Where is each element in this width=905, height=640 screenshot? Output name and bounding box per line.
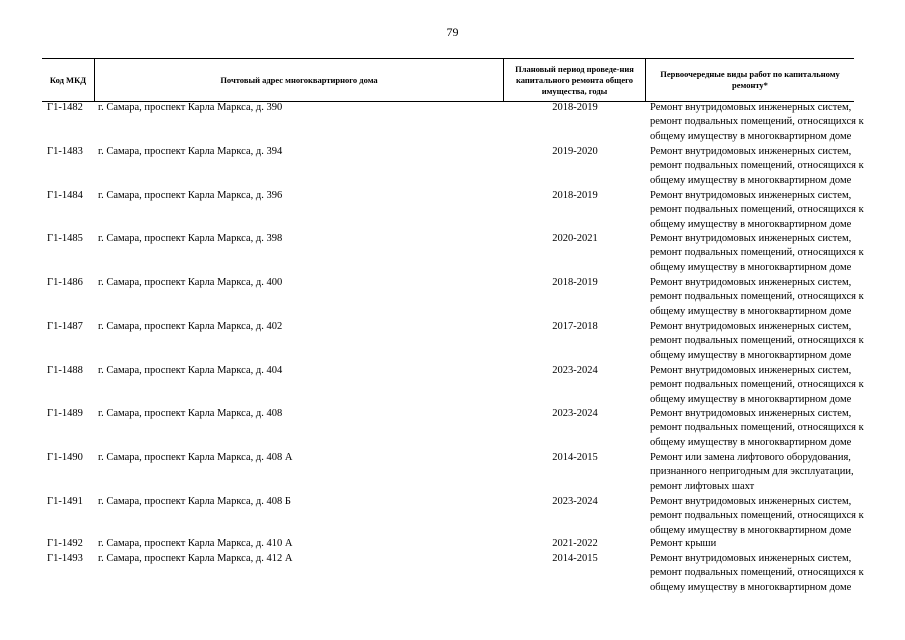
cell-address: г. Самара, проспект Карла Маркса, д. 410 А xyxy=(98,538,293,549)
works-line: общему имуществу в многоквартирном доме xyxy=(650,174,852,186)
table-row xyxy=(42,537,854,551)
works-line: общему имуществу в многоквартирном доме xyxy=(650,393,852,405)
works-line: общему имуществу в многоквартирном доме xyxy=(650,261,852,273)
table-row xyxy=(42,495,864,538)
works-line: общему имуществу в многоквартирном доме xyxy=(650,218,852,230)
cell-address: г. Самара, проспект Карла Маркса, д. 404 xyxy=(98,365,283,376)
works-line: ремонт подвальных помещений, относящихся к xyxy=(650,291,864,303)
cell-address: г. Самара, проспект Карла Маркса, д. 402 xyxy=(98,321,283,332)
cell-period: 2019-2020 xyxy=(552,146,598,157)
works-line: признанного непригодным для эксплуатации, xyxy=(650,466,854,478)
works-line: ремонт подвальных помещений, относящихся к xyxy=(650,160,864,172)
cell-code: Г1-1485 xyxy=(47,233,83,244)
cell-code: Г1-1492 xyxy=(47,538,83,549)
cell-period: 2018-2019 xyxy=(552,277,598,288)
table-row xyxy=(42,407,864,450)
cell-works xyxy=(646,189,864,232)
cell-address: г. Самара, проспект Карла Маркса, д. 400 xyxy=(98,277,283,288)
cell-works xyxy=(646,101,864,144)
works-line: Ремонт внутридомовых инженерных систем, xyxy=(650,233,852,244)
cell-period: 2018-2019 xyxy=(552,190,598,201)
works-line: ремонт подвальных помещений, относящихся к xyxy=(650,422,864,434)
table-row xyxy=(42,276,864,319)
works-line: общему имуществу в многоквартирном доме xyxy=(650,305,852,317)
table-row xyxy=(42,145,864,188)
cell-works xyxy=(646,407,864,450)
header-code: Код МКД xyxy=(42,59,95,101)
works-line: ремонт подвальных помещений, относящихся к xyxy=(650,379,864,391)
works-line: Ремонт внутридомовых инженерных систем, xyxy=(650,408,852,419)
works-line: общему имуществу в многоквартирном доме xyxy=(650,436,852,448)
works-line: Ремонт внутридомовых инженерных систем, xyxy=(650,190,852,201)
cell-address: г. Самара, проспект Карла Маркса, д. 408 xyxy=(98,408,283,419)
header-address: Почтовый адрес многоквартирного дома xyxy=(95,59,504,101)
works-line: ремонт подвальных помещений, относящихся к xyxy=(650,204,864,216)
cell-period: 2023-2024 xyxy=(552,365,598,376)
works-line: Ремонт внутридомовых инженерных систем, xyxy=(650,496,852,507)
works-line: Ремонт или замена лифтового оборудования, xyxy=(650,452,851,463)
cell-period: 2018-2019 xyxy=(552,102,598,113)
cell-works xyxy=(646,145,864,188)
cell-works xyxy=(646,552,864,595)
cell-period: 2014-2015 xyxy=(552,452,598,463)
table-row xyxy=(42,552,864,595)
works-line: общему имуществу в многоквартирном доме xyxy=(650,349,852,361)
cell-code: Г1-1487 xyxy=(47,321,83,332)
works-line: Ремонт внутридомовых инженерных систем, xyxy=(650,102,852,113)
cell-code: Г1-1493 xyxy=(47,553,83,564)
cell-address: г. Самара, проспект Карла Маркса, д. 398 xyxy=(98,233,283,244)
works-line: Ремонт крыши xyxy=(650,538,717,549)
table-row xyxy=(42,364,864,407)
table-row xyxy=(42,451,854,494)
works-line: Ремонт внутридомовых инженерных систем, xyxy=(650,146,852,157)
works-line: общему имуществу в многоквартирном доме xyxy=(650,130,852,142)
cell-address: г. Самара, проспект Карла Маркса, д. 396 xyxy=(98,190,283,201)
works-line: ремонт лифтовых шахт xyxy=(650,480,755,492)
cell-works xyxy=(646,451,854,494)
works-line: ремонт подвальных помещений, относящихся к xyxy=(650,247,864,259)
table-row xyxy=(42,320,864,363)
cell-works xyxy=(646,537,854,551)
cell-period: 2014-2015 xyxy=(552,553,598,564)
cell-period: 2021-2022 xyxy=(552,538,598,549)
cell-address: г. Самара, проспект Карла Маркса, д. 390 xyxy=(98,102,283,113)
cell-code: Г1-1488 xyxy=(47,365,83,376)
works-line: Ремонт внутридомовых инженерных систем, xyxy=(650,553,852,564)
table-header xyxy=(42,58,854,102)
cell-code: Г1-1491 xyxy=(47,496,83,507)
cell-works xyxy=(646,276,864,319)
table-row xyxy=(42,189,864,232)
cell-works xyxy=(646,495,864,538)
cell-period: 2020-2021 xyxy=(552,233,598,244)
works-line: ремонт подвальных помещений, относящихся к xyxy=(650,567,864,579)
works-line: общему имуществу в многоквартирном доме xyxy=(650,524,852,536)
cell-code: Г1-1490 xyxy=(47,452,83,463)
cell-code: Г1-1486 xyxy=(47,277,83,288)
table-row xyxy=(42,232,864,275)
header-period: Плановый период проведе-ния капитального ремонта общего имущества, годы xyxy=(504,59,646,101)
cell-code: Г1-1489 xyxy=(47,408,83,419)
works-line: ремонт подвальных помещений, относящихся к xyxy=(650,116,864,128)
table-row xyxy=(42,101,864,144)
cell-code: Г1-1482 xyxy=(47,102,83,113)
cell-period: 2023-2024 xyxy=(552,496,598,507)
cell-works xyxy=(646,320,864,363)
works-line: Ремонт внутридомовых инженерных систем, xyxy=(650,365,852,376)
works-line: общему имуществу в многоквартирном доме xyxy=(650,581,852,593)
cell-address: г. Самара, проспект Карла Маркса, д. 394 xyxy=(98,146,283,157)
cell-works xyxy=(646,364,864,407)
cell-works xyxy=(646,232,864,275)
works-line: ремонт подвальных помещений, относящихся к xyxy=(650,335,864,347)
cell-address: г. Самара, проспект Карла Маркса, д. 412 А xyxy=(98,553,293,564)
cell-address: г. Самара, проспект Карла Маркса, д. 408 Б xyxy=(98,496,291,507)
cell-code: Г1-1483 xyxy=(47,146,83,157)
works-line: Ремонт внутридомовых инженерных систем, xyxy=(650,321,852,332)
cell-period: 2017-2018 xyxy=(552,321,598,332)
cell-address: г. Самара, проспект Карла Маркса, д. 408 А xyxy=(98,452,293,463)
works-line: ремонт подвальных помещений, относящихся к xyxy=(650,510,864,522)
cell-code: Г1-1484 xyxy=(47,190,83,201)
header-works: Первоочередные виды работ по капитальному ремонту* xyxy=(660,69,840,90)
cell-period: 2023-2024 xyxy=(552,408,598,419)
works-line: Ремонт внутридомовых инженерных систем, xyxy=(650,277,852,288)
page-number: 79 xyxy=(446,25,459,39)
